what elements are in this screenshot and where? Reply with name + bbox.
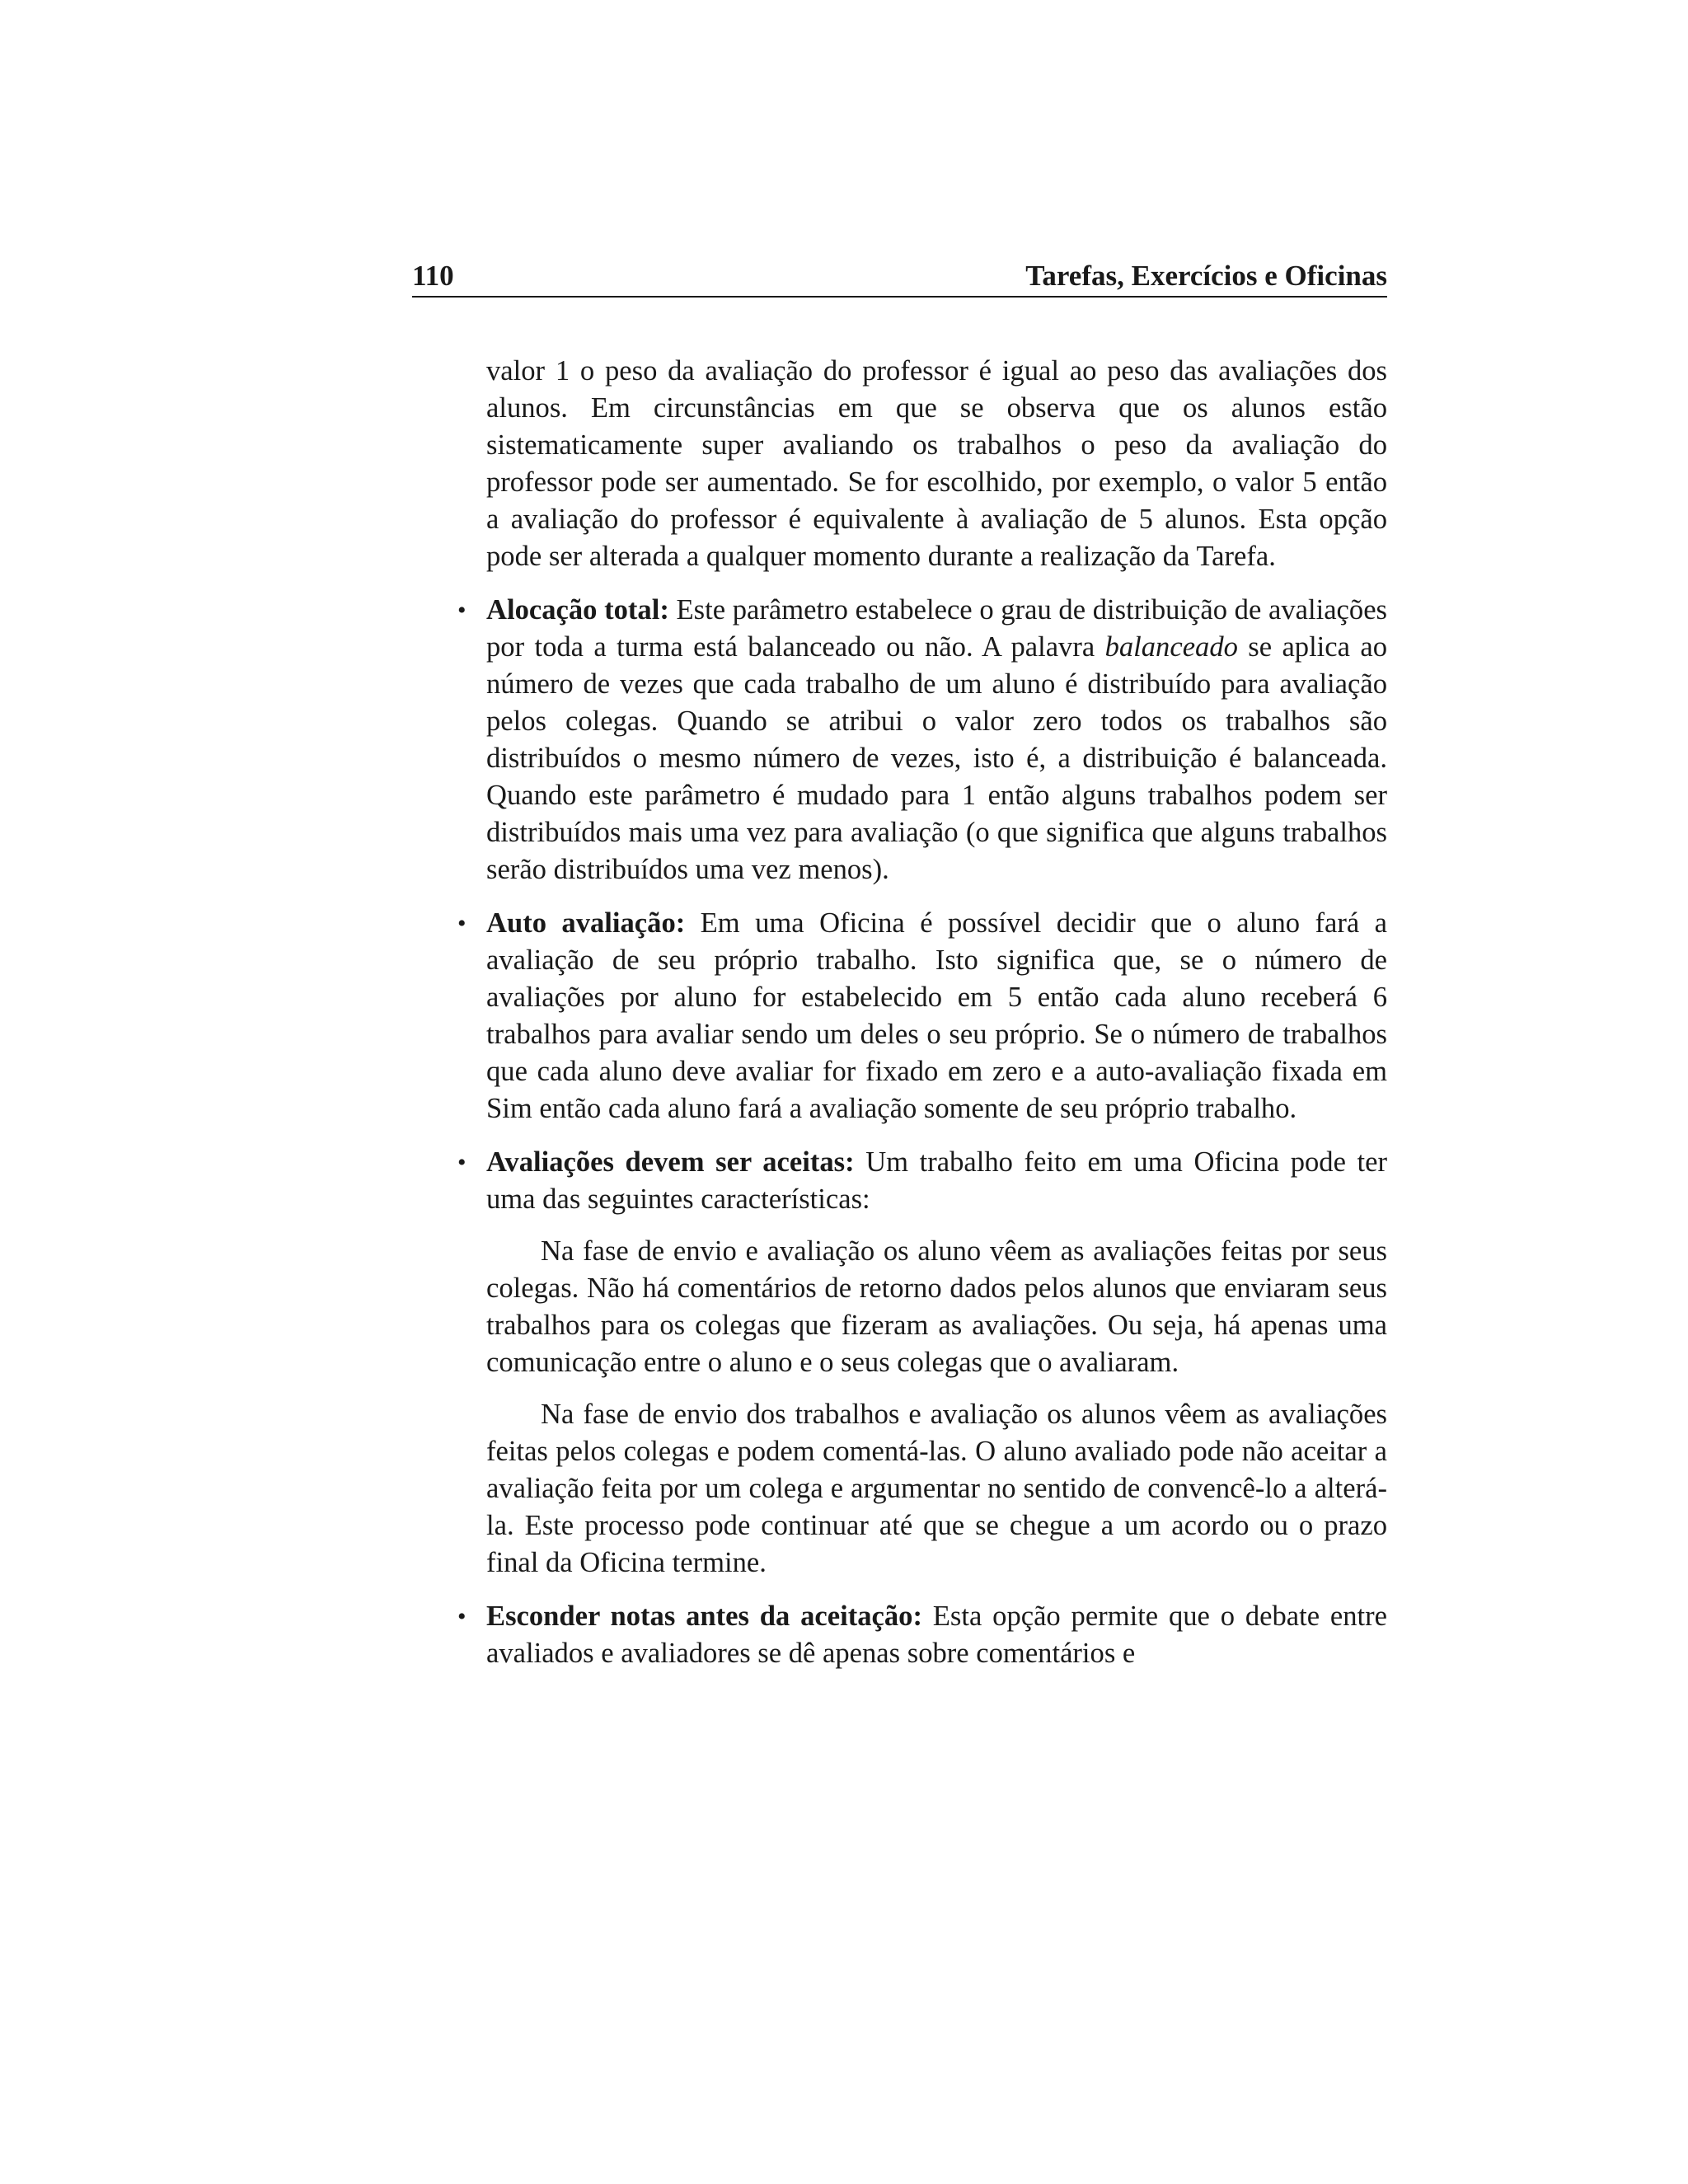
bullet-icon: •	[457, 1603, 467, 1630]
item-term: Alocação total:	[486, 594, 669, 626]
item-text-continued: se aplica ao número de vezes que cada trabalho de um aluno é distribuído para avaliação pelos colegas. Quando se atribui o valor zero todos os trabalhos são distribuídos o mesmo número de vezes, isto é, a distribuição é balanceada. Quando este parâmetro é mudado para 1 então alguns trabalhos podem ser distribuídos mais uma vez para avaliação (o que significa que alguns trabalhos serão distribuídos uma vez menos).	[486, 631, 1387, 885]
item-term: Esconder notas antes da aceitação:	[486, 1601, 922, 1632]
body-text	[457, 353, 1387, 1672]
option-list	[457, 592, 1387, 1672]
item-text: Um trabalho feito em uma Oficina pode ter uma das seguintes características:	[486, 1146, 1387, 1215]
bullet-icon: •	[457, 597, 467, 624]
item-text: Esta opção permite que o debate entre avaliados e avaliadores se dê apenas sobre comentários e	[486, 1601, 1387, 1669]
chapter-title: Tarefas, Exercícios e Oficinas	[1025, 260, 1387, 292]
bullet-icon: •	[457, 1149, 467, 1176]
bullet-icon: •	[457, 910, 467, 937]
item-text: Em uma Oficina é possível decidir que o aluno fará a avaliação de seu próprio trabalho. Isto significa que, se o número de avaliações por aluno for estabelecido em 5 então cada aluno receberá 6 trabalhos para avaliar sendo um deles o seu próprio. Se o número de trabalhos que cada aluno deve avaliar for fixado em zero e a auto-avaliação fixada em Sim então cada aluno fará a avaliação somente de seu próprio trabalho.	[486, 907, 1387, 1124]
sub-paragraph: Na fase de envio dos trabalhos e avaliação os alunos vêem as avaliações feitas pelos colegas e podem comentá-las. O aluno avaliado pode não aceitar a avaliação feita por um colega e argumentar no sentido de convencê-lo a alterá-la. Este processo pode continuar até que se chegue a um acordo ou o prazo final da Oficina termine.	[486, 1399, 1387, 1578]
list-item-avaliacoes-aceitas	[457, 1144, 1387, 1582]
item-term: Avaliações devem ser aceitas:	[486, 1146, 855, 1178]
sub-paragraph: Na fase de envio e avaliação os aluno vêem as avaliações feitas por seus colegas. Não há comentários de retorno dados pelos alunos que enviaram seus trabalhos para os colegas que fizeram as avaliações. Ou seja, há apenas uma comunicação entre o aluno e o seus colegas que o avaliaram.	[486, 1235, 1387, 1378]
running-header	[412, 256, 1387, 298]
page-number: 110	[412, 260, 454, 292]
intro-paragraph: valor 1 o peso da avaliação do professor é igual ao peso das avaliações dos alunos. Em circunstâncias em que se observa que os alunos estão sistematicamente super avaliando os trabalhos o peso da avaliação do professor pode ser aumentado. Se for escolhido, por exemplo, o valor 5 então a avaliação do professor é equivalente à avaliação de 5 alunos. Esta opção pode ser alterada a qualquer momento durante a realização da Tarefa.	[486, 355, 1387, 572]
list-item-alocacao-total	[457, 592, 1387, 888]
list-item-esconder-notas	[457, 1598, 1387, 1672]
list-item-auto-avaliacao	[457, 905, 1387, 1127]
emphasized-word: balanceado	[1104, 631, 1238, 663]
item-term: Auto avaliação:	[486, 907, 686, 939]
item-text: Este parâmetro estabelece o grau de distribuição de avaliações por toda a turma está balanceado ou não. A palavra	[486, 594, 1387, 663]
